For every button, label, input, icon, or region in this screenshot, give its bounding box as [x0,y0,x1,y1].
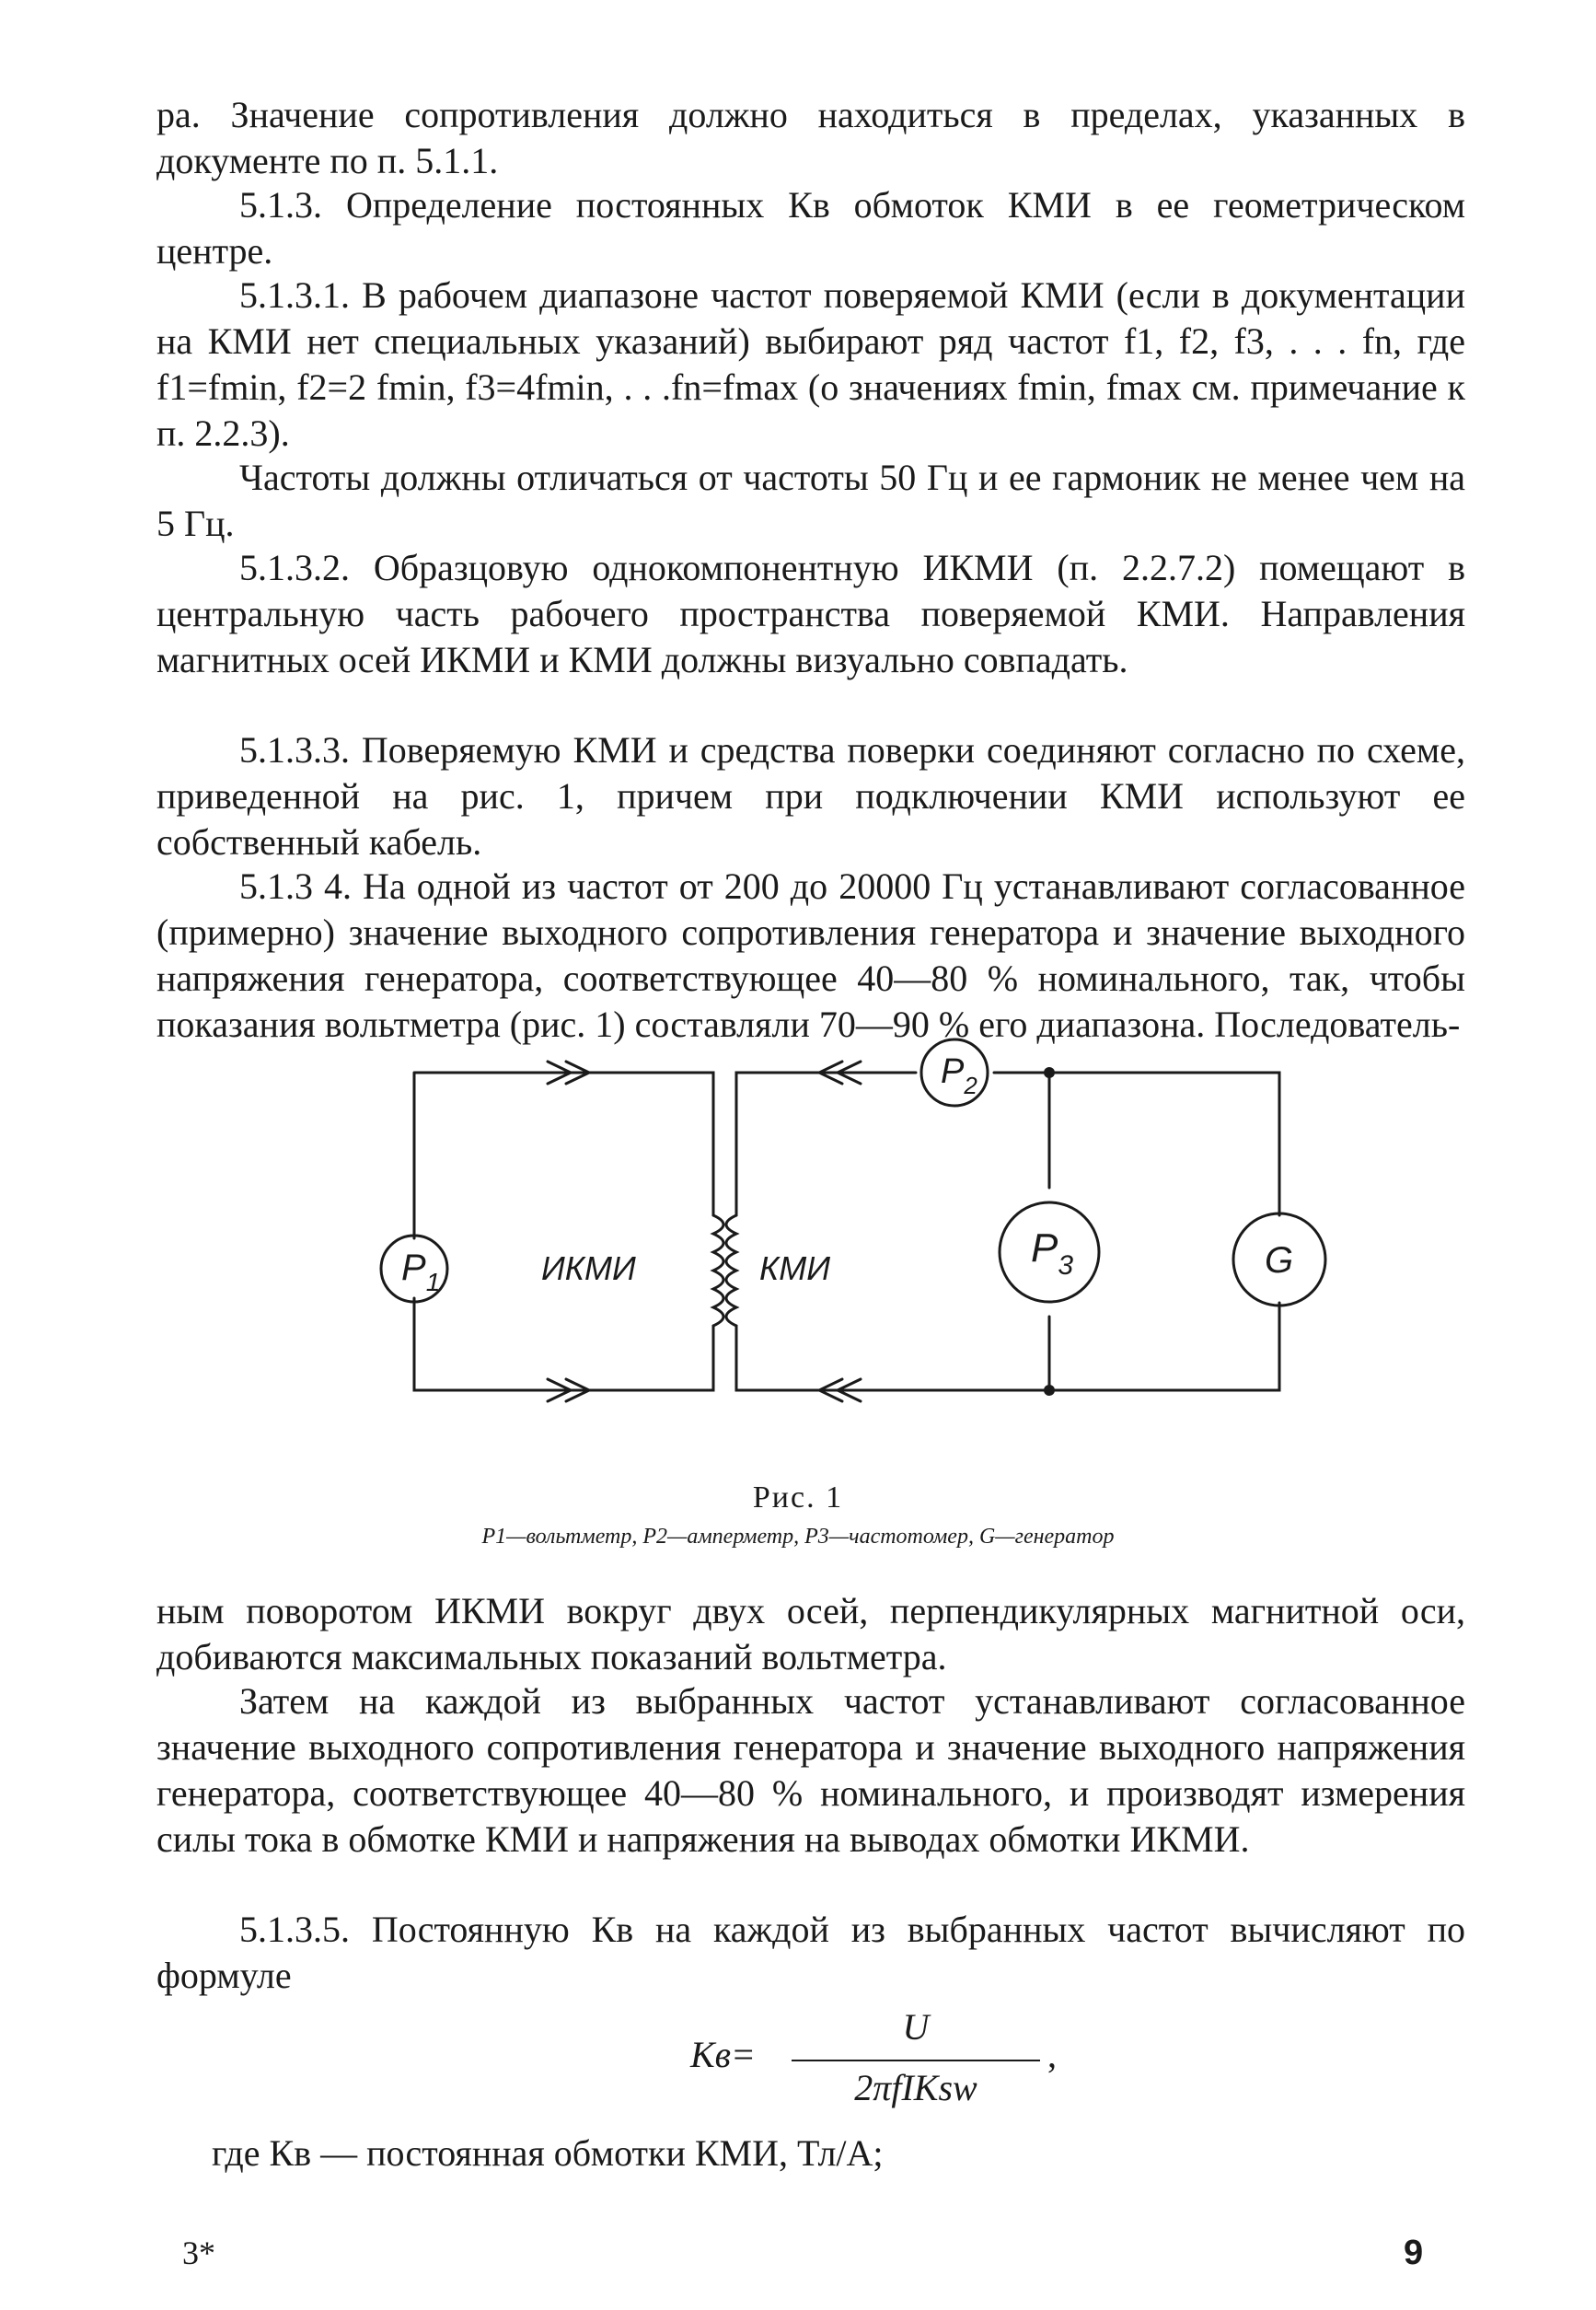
label-kmi: КМИ [759,1249,830,1287]
paragraph-continuation: ра. Значение сопротивления должно находиться в пределах, указанных в документе по п. 5.1.1. [156,94,1465,181]
paragraph-5-1-3-4: 5.1.3 4. На одной из частот от 200 до 20000 Гц устанавливают согласованное (примерно) значение выходного сопротивления генератора и значение выходного напряжения генератора, соответствующее 40—80 % номинального, так, чтобы показания вольтметра (рис. 1) составляли 70—90 % его диапазона. Последователь- [156,865,1465,1045]
circuit-diagram-figure-1 [341,1022,1294,1427]
right-loop-wire [736,1073,1279,1390]
paragraph-where-kv: где Кв — постоянная обмотки КМИ, Тл/А; [212,2132,884,2174]
formula-comma: , [1047,2034,1057,2075]
formula-denominator: 2πfIKsw [854,2067,977,2108]
left-loop-wire [414,1073,713,1390]
paragraph-5-1-3-1: 5.1.3.1. В рабочем диапазоне частот поверяемой КМИ (если в документации на КМИ нет специальных указаний) выбирают ряд частот f1, f2, f3, . . . fn, где f1=fmin, f2=2 fmin, f3=4fmin, . . .fn=fmax (о значениях fmin, fmax см. примечание к п. 2.2.3). [156,274,1465,454]
label-p2: $P_2$ [941,1052,977,1099]
label-p1: $P_1$ [401,1248,441,1296]
paragraph-frequencies-note: Частоты должны отличаться от частоты 50 Гц и ее гармоник не менее чем на 5 Гц. [156,457,1465,544]
paragraph-5-1-3-5: 5.1.3.5. Постоянную Кв на каждой из выбранных частот вычисляют по формуле [156,1909,1465,1996]
paragraph-measurements: Затем на каждой из выбранных частот устанавливают согласованное значение выходного сопротивления генератора и значение выходного напряжения генератора, соответствующее 40—80 % номинального, и производят измерения силы тока в обмотке КМИ и напряжения на выводах обмотки ИКМИ. [156,1680,1465,1860]
page-number: 9 [1404,2234,1424,2272]
paragraph-5-1-3-2: 5.1.3.2. Образцовую однокомпонентную ИКМИ (п. 2.2.7.2) помещают в центральную часть рабочего пространства поверяемой КМИ. Направления магнитных осей ИКМИ и КМИ должны визуально совпадать. [156,547,1465,680]
ikmi-coil [713,1215,723,1326]
formula-lhs: Кв= [690,2034,756,2075]
formula-numerator: U [902,2006,930,2048]
label-p3: $P_3$ [1031,1225,1074,1281]
fraction-bar [792,2060,1040,2061]
signature-mark: 3* [182,2235,215,2271]
paragraph-rotation: ным поворотом ИКМИ вокруг двух осей, перпендикулярных магнитной оси, добиваются максимальных показаний вольтметра. [156,1590,1465,1677]
label-g: G [1265,1240,1294,1281]
paragraph-5-1-3: 5.1.3. Определение постоянных Кв обмоток КМИ в ее геометрическом центре. [156,184,1465,272]
figure-legend: P1—вольтметр, P2—амперметр, P3—частотомер, G—генератор [481,1525,1115,1549]
figure-caption: Рис. 1 [752,1480,844,1515]
formula-kv [690,2005,1077,2116]
kmi-coil [726,1215,736,1326]
junction-bottom [1044,1385,1055,1396]
label-ikmi: ИКМИ [541,1249,636,1287]
paragraph-5-1-3-3: 5.1.3.3. Поверяемую КМИ и средства поверки соединяют согласно по схеме, приведенной на рис. 1, причем при подключении КМИ используют ее собственный кабель. [156,729,1465,863]
junction-top [1044,1067,1055,1078]
